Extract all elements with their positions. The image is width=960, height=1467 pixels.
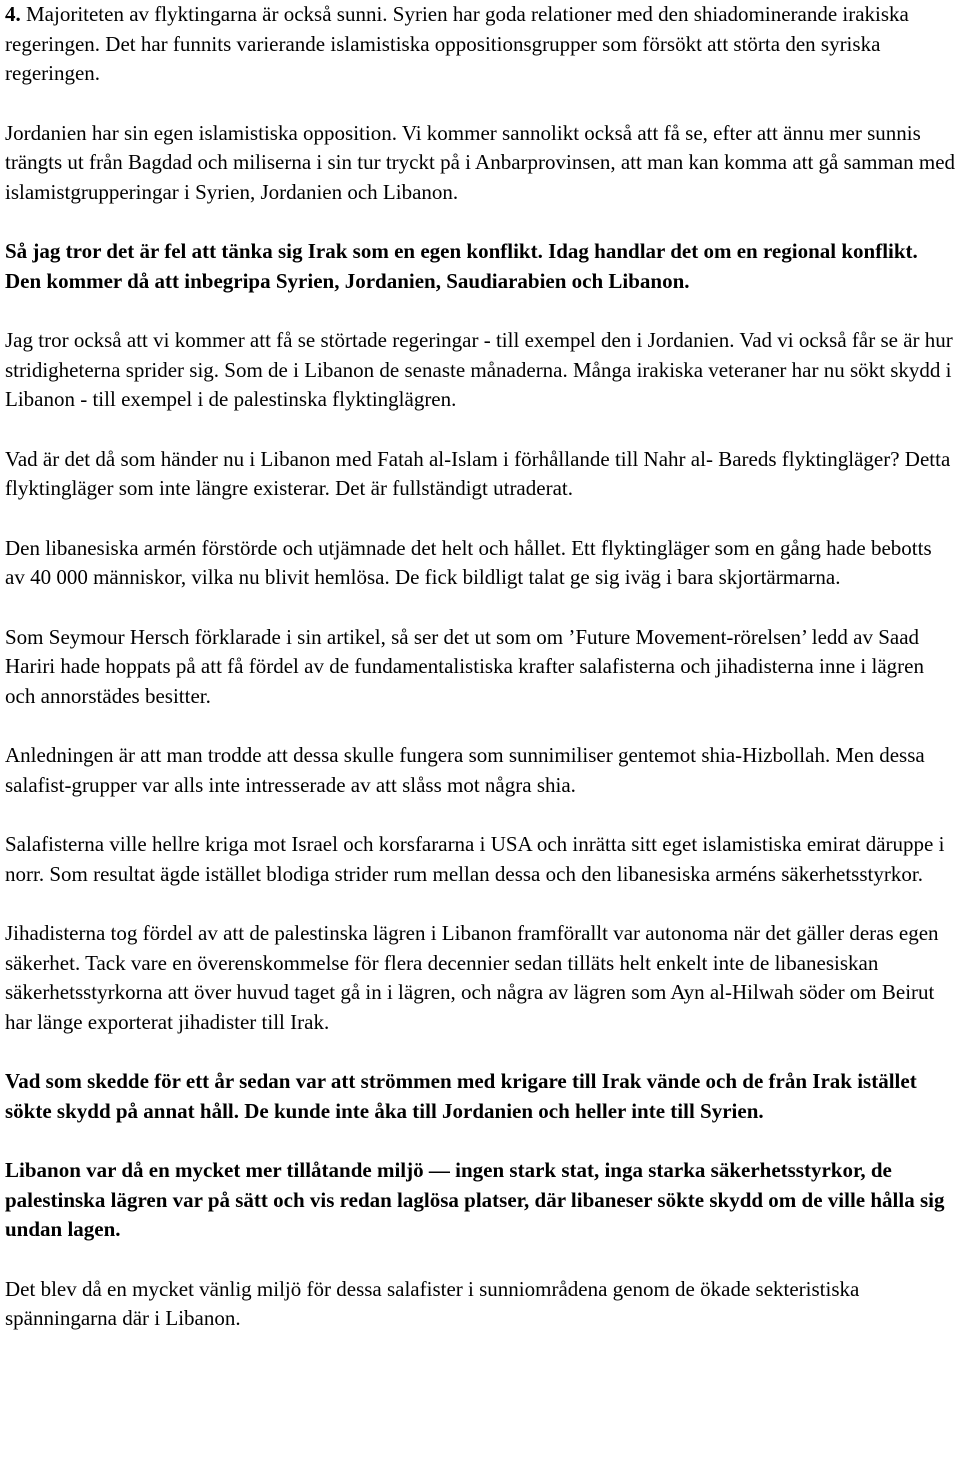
paragraph-13: Det blev då en mycket vänlig miljö för dessa salafister i sunniområdena genom de ökade sekteristiska spänningarna där i Libanon.	[5, 1276, 860, 1330]
paragraph-4: Jag tror också att vi kommer att få se störtade regeringar - till exempel den i Jordanien. Vad vi också får se är hur stridigheterna sprider sig. Som de i Libanon de senaste månaderna. Många irakiska veteraner har nu sökt skydd i Libanon - till exempel i de palestinska flyktinglägren.	[5, 328, 953, 411]
paragraph-7: Som Seymour Hersch förklarade i sin artikel, så ser det ut som om ’Future Movement-rörelsen’ ledd av Saad Hariri hade hoppats på att få fördel av de fundamentalistiska krafter salafisterna och jihadisterna inne i lägren och annorstädes besitter.	[5, 624, 924, 708]
paragraph-1	[5, 0, 956, 89]
paragraph-1-text: Majoriteten av flyktingarna är också sunni. Syrien har goda relationer med den shiadominerande irakiska regeringen. Det har funnits varierande islamistiska oppositionsgrupper som försökt att störta den syriska regeringen.	[5, 2, 909, 85]
paragraph-6: Den libanesiska armén förstörde och utjämnade det helt och hållet. Ett flyktingläger som en gång hade bebotts av 40 000 människor, vilka nu blivit hemlösa. De fick bildligt talat ge sig iväg i bara skjortärmarna.	[5, 535, 932, 589]
paragraph-number: 4.	[5, 2, 21, 26]
paragraph-5: Vad är det då som händer nu i Libanon med Fatah al-Islam i förhållande till Nahr al- Bareds flyktingläger? Detta flyktingläger som inte längre existerar. Det är fullständigt utraderat.	[5, 446, 951, 500]
paragraph-8: Anledningen är att man trodde att dessa skulle fungera som sunnimiliser gentemot shia-Hizbollah. Men dessa salafist-grupper var alls inte intresserade av att slåss mot några shia.	[5, 743, 925, 797]
paragraph-10: Jihadisterna tog fördel av att de palestinska lägren i Libanon framförallt var autonoma när det gäller deras egen säkerhet. Tack vare en överenskommelse för flera decennier sedan tilläts helt enkelt inte de libanesiskan säkerhetsstyrkorna att över huvud taget gå in i lägren, och några av lägren som Ayn al-Hilwah söder om Beirut har länge exporterat jihadister till Irak.	[5, 921, 939, 1034]
paragraph-12: Libanon var då en mycket mer tillåtande miljö — ingen stark stat, inga starka säkerhetsstyrkor, de palestinska lägren var på sätt och vis redan laglösa platser, där libaneser sökte skydd om de ville hålla sig undan lagen.	[5, 1158, 945, 1241]
paragraph-9: Salafisterna ville hellre kriga mot Israel och korsfararna i USA och inrätta sitt eget islamistiska emirat däruppe i norr. Som resultat ägde istället blodiga strider rum mellan dessa och den libanesiska arméns säkerhetsstyrkor.	[5, 832, 945, 886]
paragraph-3: Så jag tror det är fel att tänka sig Irak som en egen konflikt. Idag handlar det om en regional konflikt. Den kommer då att inbegripa Syrien, Jordanien, Saudiarabien och Libanon.	[5, 239, 918, 293]
paragraph-2: Jordanien har sin egen islamistiska opposition. Vi kommer sannolikt också att få se, efter att ännu mer sunnis trängts ut från Bagdad och miliserna i sin tur tryckt på i Anbarprovinsen, att man kan komma att gå samman med islamistgrupperingar i Syrien, Jordanien och Libanon.	[5, 120, 956, 204]
paragraph-11: Vad som skedde för ett år sedan var att strömmen med krigare till Irak vände och de från Irak istället sökte skydd på annat håll. De kunde inte åka till Jordanien och heller inte till Syrien.	[5, 1069, 917, 1123]
